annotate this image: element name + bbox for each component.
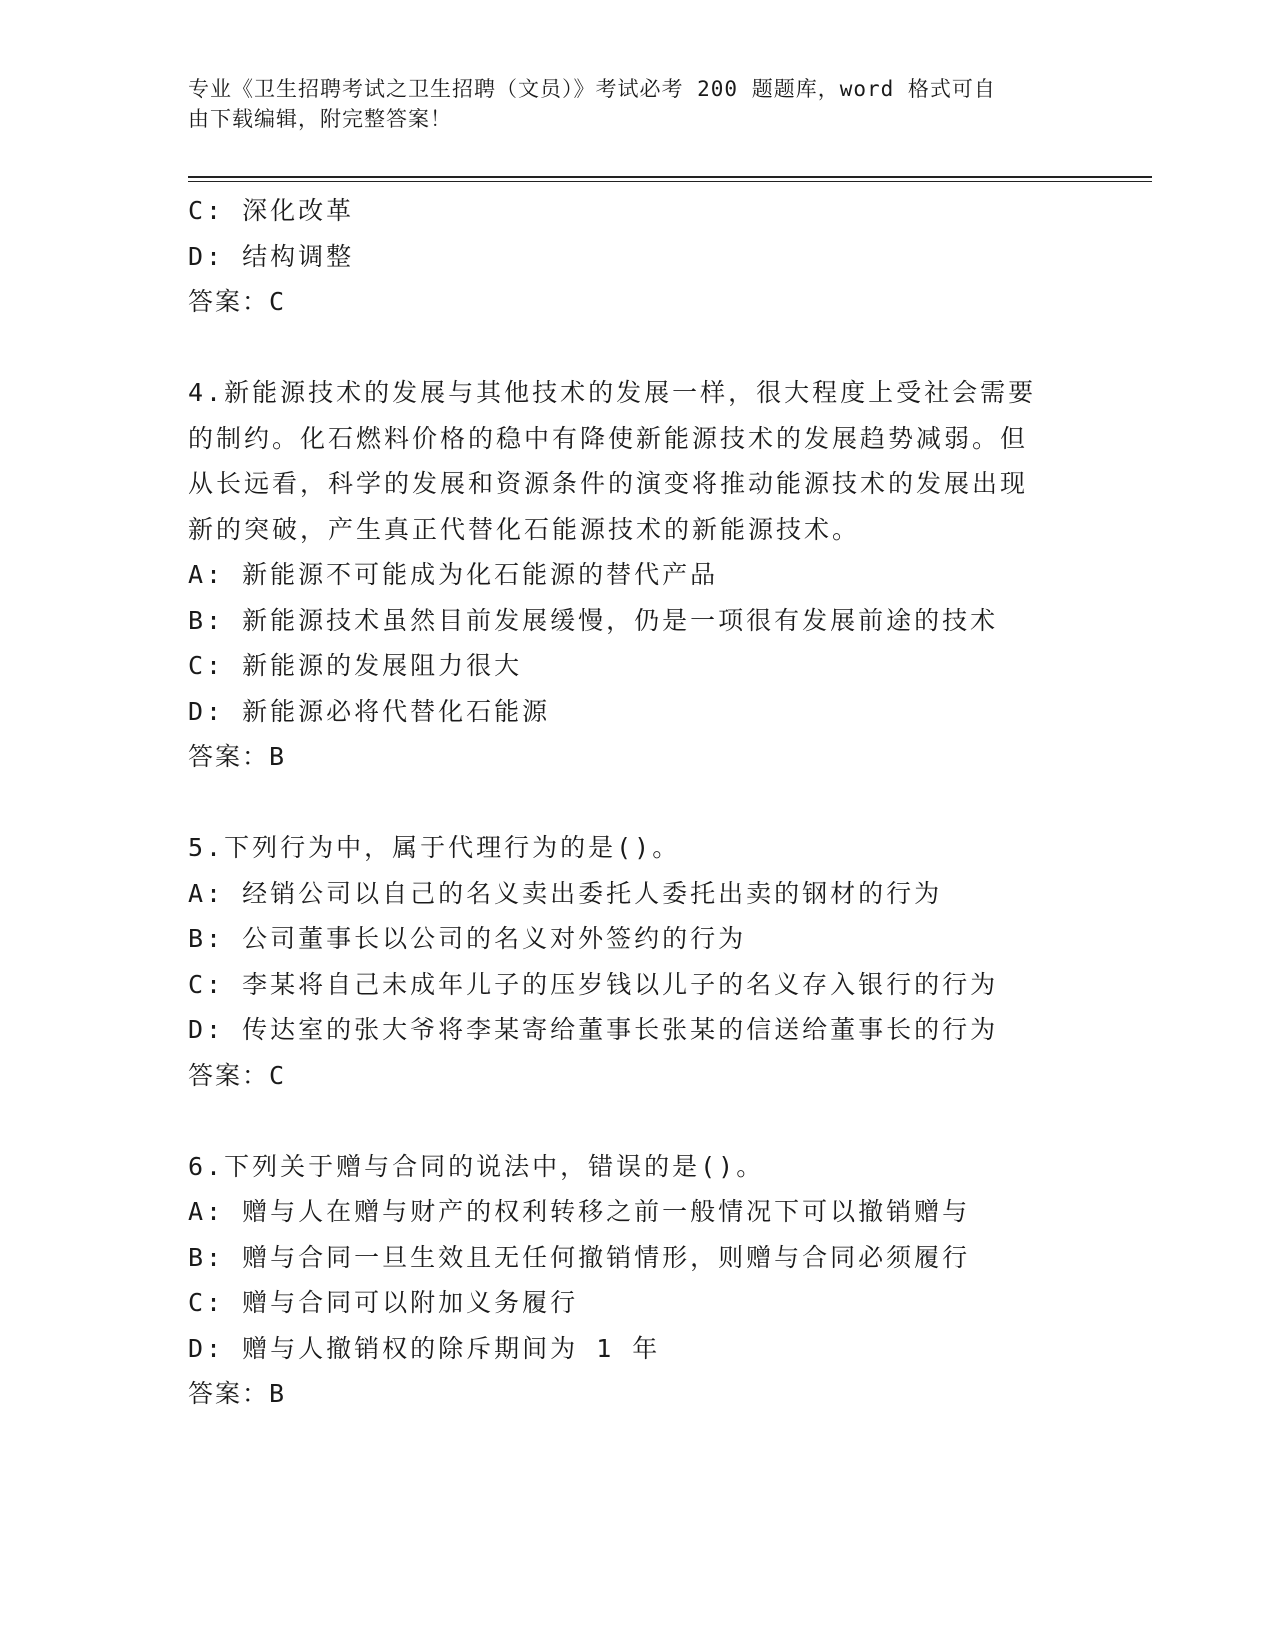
question-6	[188, 1144, 1088, 1417]
option-c: C: 李某将自己未成年儿子的压岁钱以儿子的名义存入银行的行为	[188, 969, 999, 999]
question-stem-line: 新的突破，产生真正代替化石能源技术的新能源技术。	[188, 514, 861, 544]
option-c: C: 深化改革	[188, 196, 355, 225]
option-b: B: 公司董事长以公司的名义对外签约的行为	[188, 924, 747, 953]
header-divider-thick	[188, 176, 1152, 178]
question-stem: 6.下列关于赠与合同的说法中，错误的是()。	[188, 1151, 765, 1181]
spacer	[188, 325, 1088, 371]
option-d: D: 结构调整	[188, 241, 355, 271]
question-5	[188, 825, 1088, 1098]
question-stem-line: 的制约。化石燃料价格的稳中有降使新能源技术的发展趋势减弱。但	[188, 423, 1029, 453]
spacer	[188, 1098, 1088, 1144]
option-d: D: 传达室的张大爷将李某寄给董事长张某的信送给董事长的行为	[188, 1015, 999, 1044]
option-b: B: 新能源技术虽然目前发展缓慢，仍是一项很有发展前途的技术	[188, 605, 999, 635]
spacer	[188, 780, 1088, 826]
question-stem-line: 4.新能源技术的发展与其他技术的发展一样，很大程度上受社会需要	[188, 378, 1037, 407]
option-a: A: 经销公司以自己的名义卖出委托人委托出卖的钢材的行为	[188, 878, 943, 908]
option-c: C: 赠与合同可以附加义务履行	[188, 1288, 579, 1317]
question-stem: 5.下列行为中，属于代理行为的是()。	[188, 833, 681, 862]
question-3	[188, 188, 1088, 325]
answer-line: 答案：B	[188, 1379, 287, 1408]
answer-line: 答案：C	[188, 287, 287, 316]
answer-line: 答案：B	[188, 742, 287, 771]
document-header	[188, 74, 1068, 134]
option-d: D: 赠与人撤销权的除斥期间为 1 年	[188, 1333, 661, 1363]
option-b: B: 赠与合同一旦生效且无任何撤销情形，则赠与合同必须履行	[188, 1242, 971, 1272]
option-a: A: 新能源不可能成为化石能源的替代产品	[188, 560, 719, 589]
option-d: D: 新能源必将代替化石能源	[188, 696, 551, 726]
header-line-1: 专业《卫生招聘考试之卫生招聘（文员）》考试必考 200 题题库，word 格式可自	[188, 77, 996, 101]
header-divider-thin	[188, 181, 1152, 182]
answer-line: 答案：C	[188, 1060, 287, 1090]
header-line-2: 由下载编辑，附完整答案！	[188, 107, 452, 131]
question-4	[188, 370, 1088, 780]
option-a: A: 赠与人在赠与财产的权利转移之前一般情况下可以撤销赠与	[188, 1197, 971, 1226]
question-list	[188, 188, 1088, 1417]
question-stem-line: 从长远看，科学的发展和资源条件的演变将推动能源技术的发展出现	[188, 469, 1029, 498]
option-c: C: 新能源的发展阻力很大	[188, 651, 523, 680]
